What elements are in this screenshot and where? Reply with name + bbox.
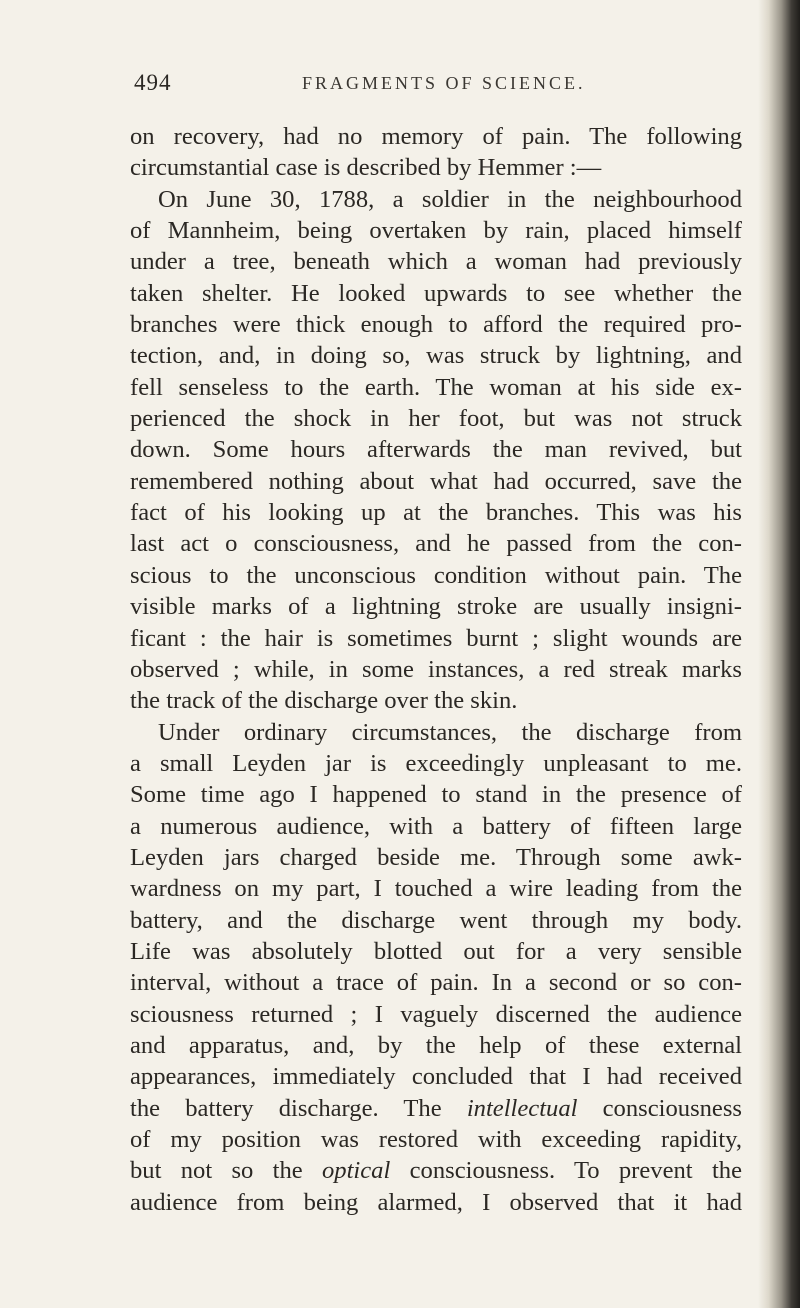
text-line: down. Some hours afterwards the man revived, but: [130, 436, 742, 464]
text-line: under a tree, beneath which a woman had previously: [130, 248, 742, 276]
text-line: and apparatus, and, by the help of these external: [130, 1031, 742, 1059]
page-number: 494: [134, 70, 172, 95]
text-line: scious to the unconscious condition without pain. The: [130, 561, 742, 589]
text-line: wardness on my part, I touched a wire leading from the: [130, 875, 742, 903]
text-line: fell senseless to the earth. The woman at his side ex-: [130, 373, 742, 401]
body-text: [130, 121, 742, 1218]
text-line: last act o consciousness, and he passed from the con-: [130, 530, 742, 558]
emphasized-word: intellectual: [466, 1094, 578, 1122]
text-line: taken shelter. He looked upwards to see whether the: [130, 279, 742, 307]
text-line: appearances, immediately concluded that I had received: [130, 1063, 742, 1091]
text-line: tection, and, in doing so, was struck by lightning, and: [130, 342, 742, 370]
text-line: Life was absolutely blotted out for a very sensible: [130, 937, 742, 965]
text-line: audience from being alarmed, I observed that it had: [130, 1188, 742, 1216]
running-title: FRAGMENTS OF SCIENCE.: [302, 73, 586, 93]
text-line: visible marks of a lightning stroke are usually insigni-: [130, 593, 742, 621]
text-line: On June 30, 1788, a soldier in the neighbourhood: [158, 185, 742, 213]
text-line: ficant : the hair is sometimes burnt ; slight wounds are: [130, 624, 742, 652]
text-line: battery, and the discharge went through my body.: [130, 906, 742, 934]
text-line: branches were thick enough to afford the required pro-: [130, 311, 742, 339]
text-line: of Mannheim, being overtaken by rain, placed himself: [130, 217, 742, 245]
emphasized-word: optical: [322, 1157, 391, 1185]
text-line: interval, without a trace of pain. In a second or so con-: [130, 969, 742, 997]
text-line: a numerous audience, with a battery of fifteen large: [130, 812, 742, 840]
text-line: Some time ago I happened to stand in the presence of: [130, 781, 742, 809]
book-spine-shadow: [758, 0, 800, 1308]
text-line: fact of his looking up at the branches. This was his: [130, 499, 742, 527]
text-line: of my position was restored with exceeding rapidity,: [130, 1126, 742, 1153]
text-line: but not so the optical consciousness. To prevent the: [130, 1157, 742, 1185]
text-line: a small Leyden jar is exceedingly unpleasant to me.: [130, 749, 742, 777]
text-line: Leyden jars charged beside me. Through some awk-: [130, 843, 742, 871]
text-line: circumstantial case is described by Hemmer :—: [130, 154, 602, 182]
text-line: perienced the shock in her foot, but was not struck: [130, 405, 742, 433]
text-line: on recovery, had no memory of pain. The following: [130, 123, 742, 150]
text-line: the track of the discharge over the skin.: [130, 687, 518, 715]
text-line: remembered nothing about what had occurred, save the: [130, 467, 742, 495]
text-line: sciousness returned ; I vaguely discerned the audience: [130, 1000, 742, 1028]
text-line: observed ; while, in some instances, a red streak marks: [130, 655, 742, 683]
text-line: the battery discharge. The intellectual consciousness: [130, 1094, 742, 1122]
text-line: Under ordinary circumstances, the discharge from: [158, 718, 742, 746]
running-head: [134, 62, 754, 102]
